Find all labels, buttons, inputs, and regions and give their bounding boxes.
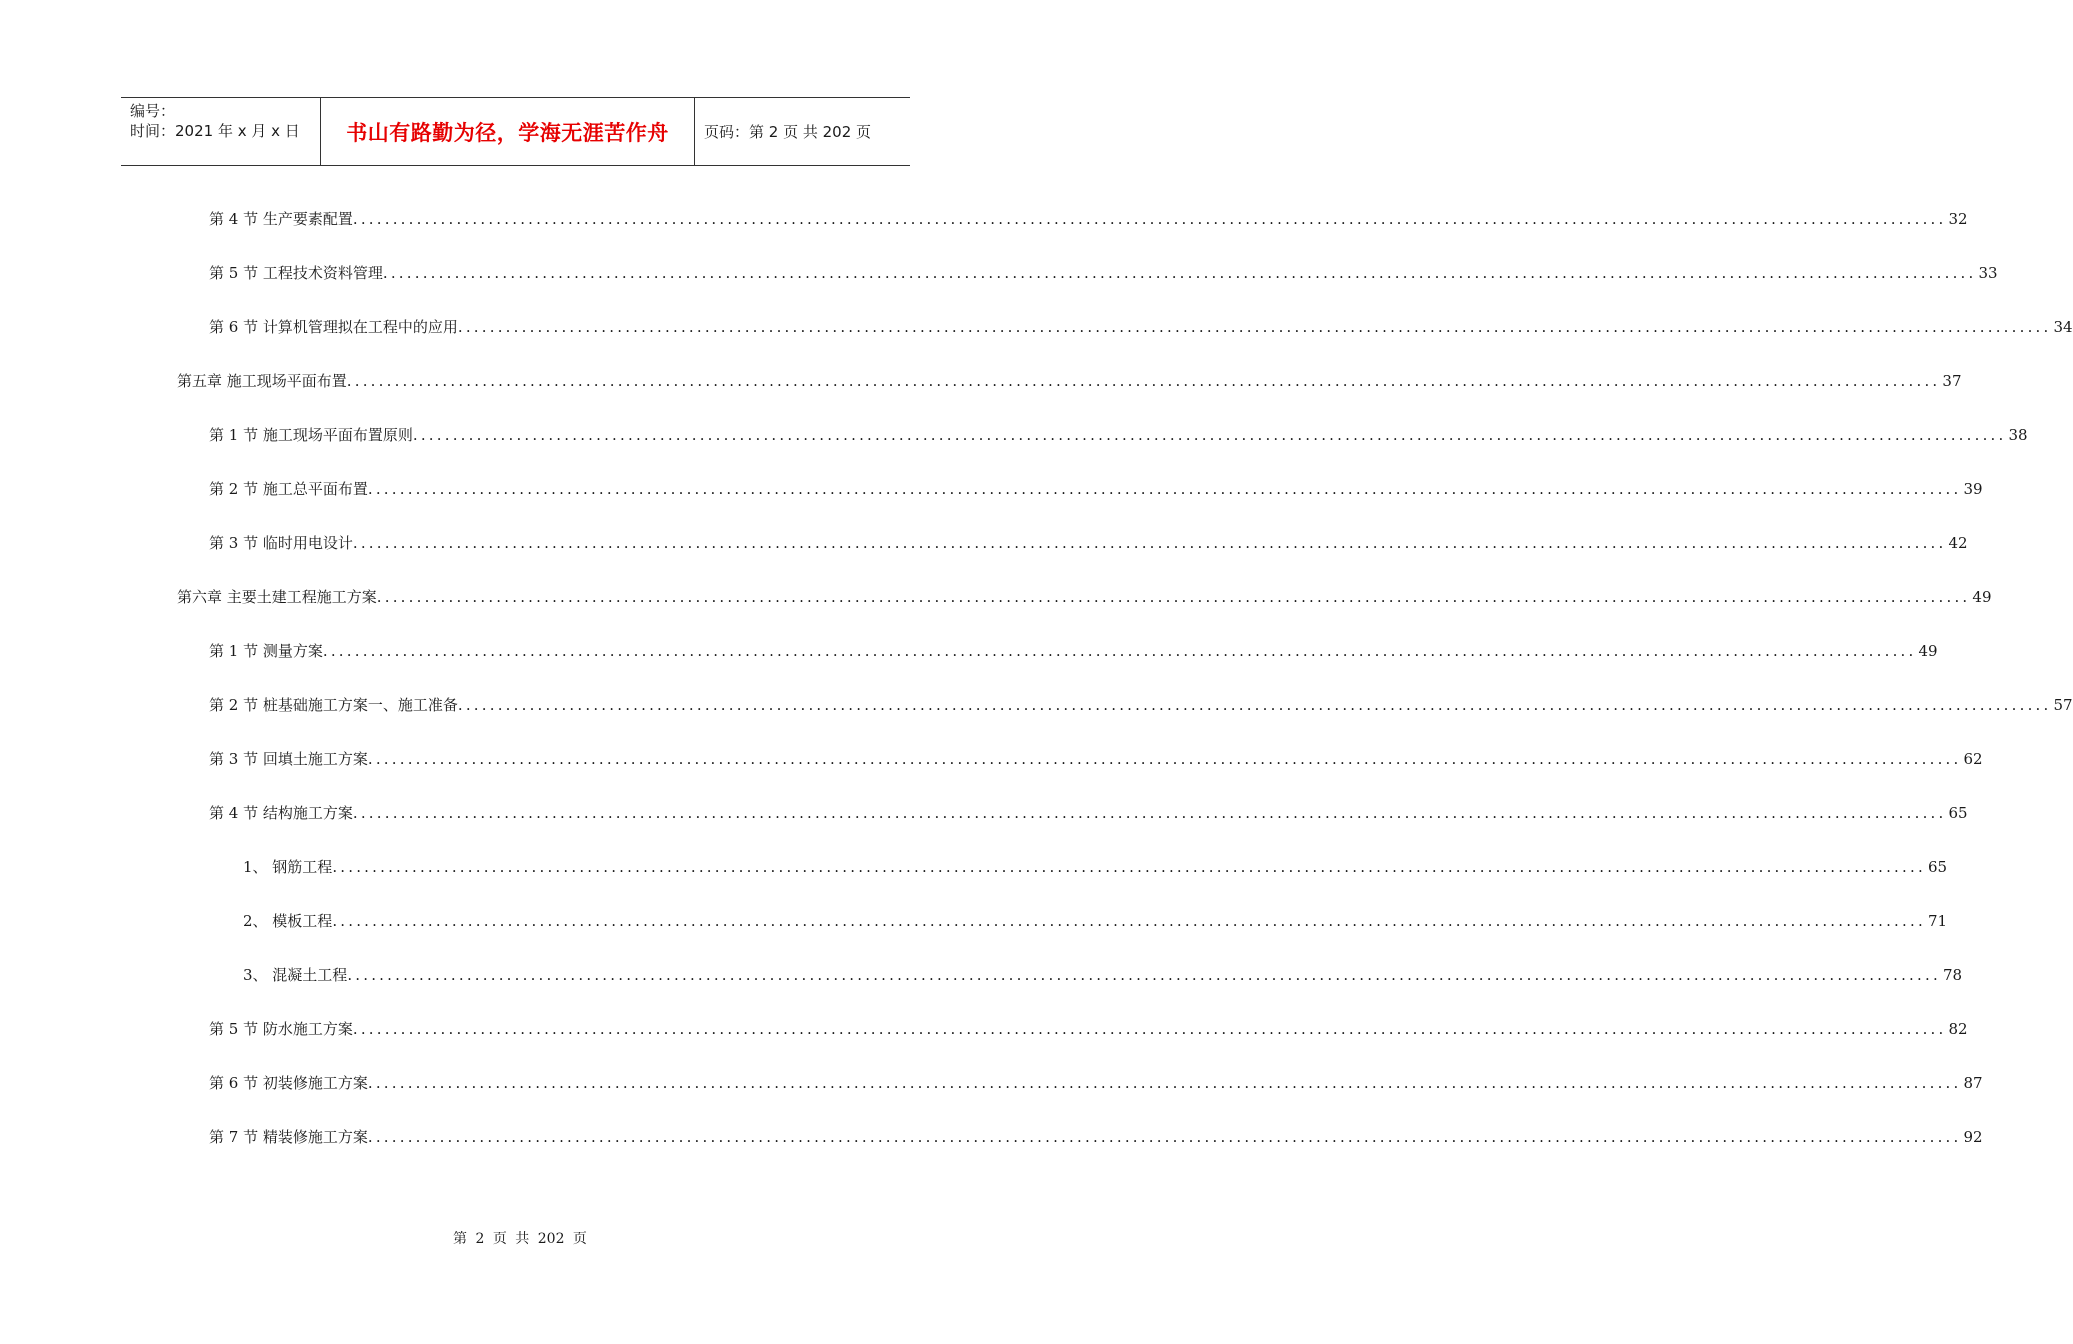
- page-header: [121, 97, 910, 166]
- toc-entry[interactable]: [209, 694, 2073, 716]
- toc-entry-title: 第五章 施工现场平面布置: [177, 372, 347, 390]
- toc-entry[interactable]: [243, 910, 1948, 932]
- header-motto: 书山有路勤为径，学海无涯苦作舟: [321, 98, 695, 165]
- toc-entry-page: 49: [1918, 642, 1938, 660]
- toc-entry[interactable]: [209, 262, 1998, 284]
- toc-leader-dots: ........................................................................................................................................................................................................: [352, 534, 1947, 552]
- toc-entry[interactable]: [209, 316, 2073, 338]
- toc-entry-title: 第 3 节 临时用电设计: [209, 534, 353, 552]
- toc-leader-dots: ........................................................................................................................................................................................................: [332, 912, 1926, 930]
- toc-leader-dots: ........................................................................................................................................................................................................: [367, 750, 1962, 768]
- toc-entry-page: 62: [1963, 750, 1983, 768]
- toc-entry-title: 第 4 节 结构施工方案: [209, 804, 353, 822]
- toc-entry-title: 第六章 主要土建工程施工方案: [177, 588, 377, 606]
- toc-entry[interactable]: [209, 802, 1968, 824]
- toc-entry-title: 第 5 节 工程技术资料管理: [209, 264, 383, 282]
- header-page-info: 页码：第 2 页 共 202 页: [704, 123, 872, 141]
- toc-leader-dots: ........................................................................................................................................................................................................: [322, 642, 1917, 660]
- toc-entry[interactable]: [243, 856, 1948, 878]
- header-meta-cell: [121, 98, 321, 165]
- toc-entry-title: 1、 钢筋工程: [243, 858, 333, 876]
- toc-entry-page: 32: [1948, 210, 1968, 228]
- toc-leader-dots: ........................................................................................................................................................................................................: [367, 1074, 1962, 1092]
- toc-entry[interactable]: [209, 640, 1938, 662]
- toc-leader-dots: ........................................................................................................................................................................................................: [457, 318, 2052, 336]
- toc-entry-page: 71: [1927, 912, 1948, 930]
- toc-entry-page: 38: [2008, 426, 2028, 444]
- toc-leader-dots: ........................................................................................................................................................................................................: [352, 1020, 1947, 1038]
- toc-entry[interactable]: [209, 424, 2028, 446]
- toc-entry-title: 第 5 节 防水施工方案: [209, 1020, 353, 1038]
- toc-entry-page: 57: [2053, 696, 2073, 714]
- toc-leader-dots: ........................................................................................................................................................................................................: [457, 696, 2052, 714]
- toc-entry[interactable]: [209, 532, 1968, 554]
- toc-entry-title: 第 3 节 回填土施工方案: [209, 750, 368, 768]
- toc-entry-page: 87: [1963, 1074, 1983, 1092]
- document-number-label: 编号：: [130, 102, 176, 120]
- toc-entry[interactable]: [209, 208, 1968, 230]
- toc-leader-dots: ........................................................................................................................................................................................................: [352, 210, 1947, 228]
- toc-entry[interactable]: [209, 748, 1983, 770]
- toc-entry[interactable]: [243, 964, 1963, 986]
- toc-entry-page: 92: [1963, 1128, 1983, 1146]
- toc-entry-page: 49: [1972, 588, 1992, 606]
- toc-entry-page: 82: [1948, 1020, 1968, 1038]
- toc-leader-dots: ........................................................................................................................................................................................................: [352, 804, 1947, 822]
- document-time-label: 时间：2021 年 x 月 x 日: [130, 122, 300, 140]
- toc-entry-page: 65: [1948, 804, 1968, 822]
- toc-leader-dots: ........................................................................................................................................................................................................: [376, 588, 1971, 606]
- toc-entry-page: 33: [1978, 264, 1998, 282]
- toc-entry-title: 第 2 节 桩基础施工方案一、施工准备: [209, 696, 458, 714]
- toc-entry[interactable]: [209, 1072, 1983, 1094]
- toc-leader-dots: ........................................................................................................................................................................................................: [332, 858, 1926, 876]
- toc-entry-title: 第 6 节 计算机管理拟在工程中的应用: [209, 318, 458, 336]
- toc-entry-title: 第 6 节 初装修施工方案: [209, 1074, 368, 1092]
- toc-entry-page: 65: [1927, 858, 1948, 876]
- toc-entry-title: 第 1 节 施工现场平面布置原则: [209, 426, 413, 444]
- toc-entry-title: 第 7 节 精装修施工方案: [209, 1128, 368, 1146]
- toc-entry-page: 34: [2053, 318, 2073, 336]
- toc-entry-page: 37: [1942, 372, 1962, 390]
- toc-entry-title: 第 2 节 施工总平面布置: [209, 480, 368, 498]
- toc-entry-title: 第 4 节 生产要素配置: [209, 210, 353, 228]
- toc-entry[interactable]: [209, 1018, 1968, 1040]
- toc-leader-dots: ........................................................................................................................................................................................................: [367, 1128, 1962, 1146]
- toc-entry-title: 第 1 节 测量方案: [209, 642, 323, 660]
- toc-entry-page: 78: [1942, 966, 1963, 984]
- toc-entry[interactable]: [209, 1126, 1983, 1148]
- toc-entry[interactable]: [209, 478, 1983, 500]
- toc-leader-dots: ........................................................................................................................................................................................................: [347, 966, 1941, 984]
- toc-entry[interactable]: [177, 370, 1962, 392]
- toc-entry[interactable]: [177, 586, 1992, 608]
- toc-leader-dots: ........................................................................................................................................................................................................: [412, 426, 2007, 444]
- toc-entry-title: 3、 混凝土工程: [243, 966, 348, 984]
- toc-entry-page: 42: [1948, 534, 1968, 552]
- page-footer: 第 2 页 共 202 页: [453, 1231, 587, 1247]
- toc-entry-page: 39: [1963, 480, 1983, 498]
- toc-leader-dots: ........................................................................................................................................................................................................: [382, 264, 1977, 282]
- toc-entry-title: 2、 模板工程: [243, 912, 333, 930]
- toc-leader-dots: ........................................................................................................................................................................................................: [346, 372, 1941, 390]
- toc-leader-dots: ........................................................................................................................................................................................................: [367, 480, 1962, 498]
